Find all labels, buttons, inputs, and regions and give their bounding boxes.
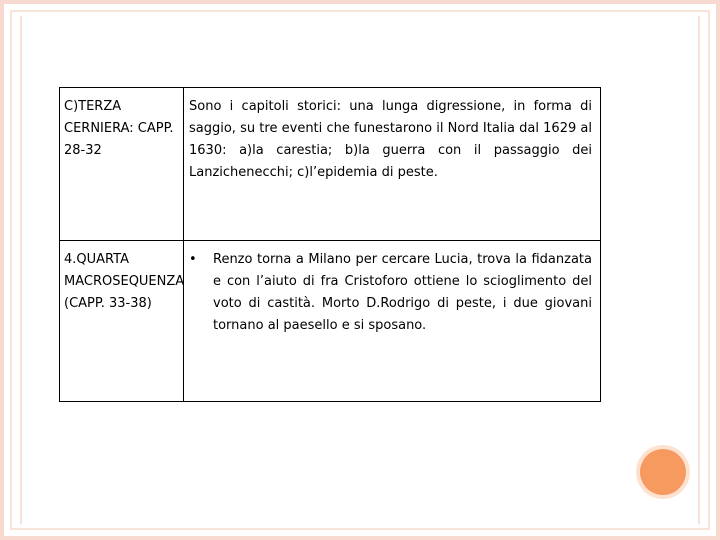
row-label-terza-cerniera: C)TERZA CERNIERA: CAPP. 28-32 [60,88,184,241]
decorative-orange-circle-icon [640,449,686,495]
table-row [60,88,601,241]
table-row [60,241,601,402]
bullet-item [189,249,592,337]
row-label-quarta-macrosequenza: 4.QUARTA MACROSEQUENZA (CAPP. 33-38) [60,241,184,402]
bullet-icon: • [189,252,197,267]
content-table [59,87,601,402]
row-text-cell-quarta [184,241,601,402]
row-text-quarta-macrosequenza: Renzo torna a Milano per cercare Lucia, trova la fidanzata e con l’aiuto di fra Cristoforo ottiene lo scioglimento del voto di castità. Morto D.Rodrigo di peste, i due giovani tornano al paesello e si sposano. [213,252,592,333]
row-text-terza-cerniera: Sono i capitoli storici: una lunga digressione, in forma di saggio, su tre eventi che funestarono il Nord Italia dal 1629 al 1630: a)la carestia; b)la guerra con il passaggio dei Lanzichenecchi; c)l’epidemia di peste. [184,88,601,241]
slide-left-rule [20,16,22,524]
slide-right-rule [698,16,700,524]
